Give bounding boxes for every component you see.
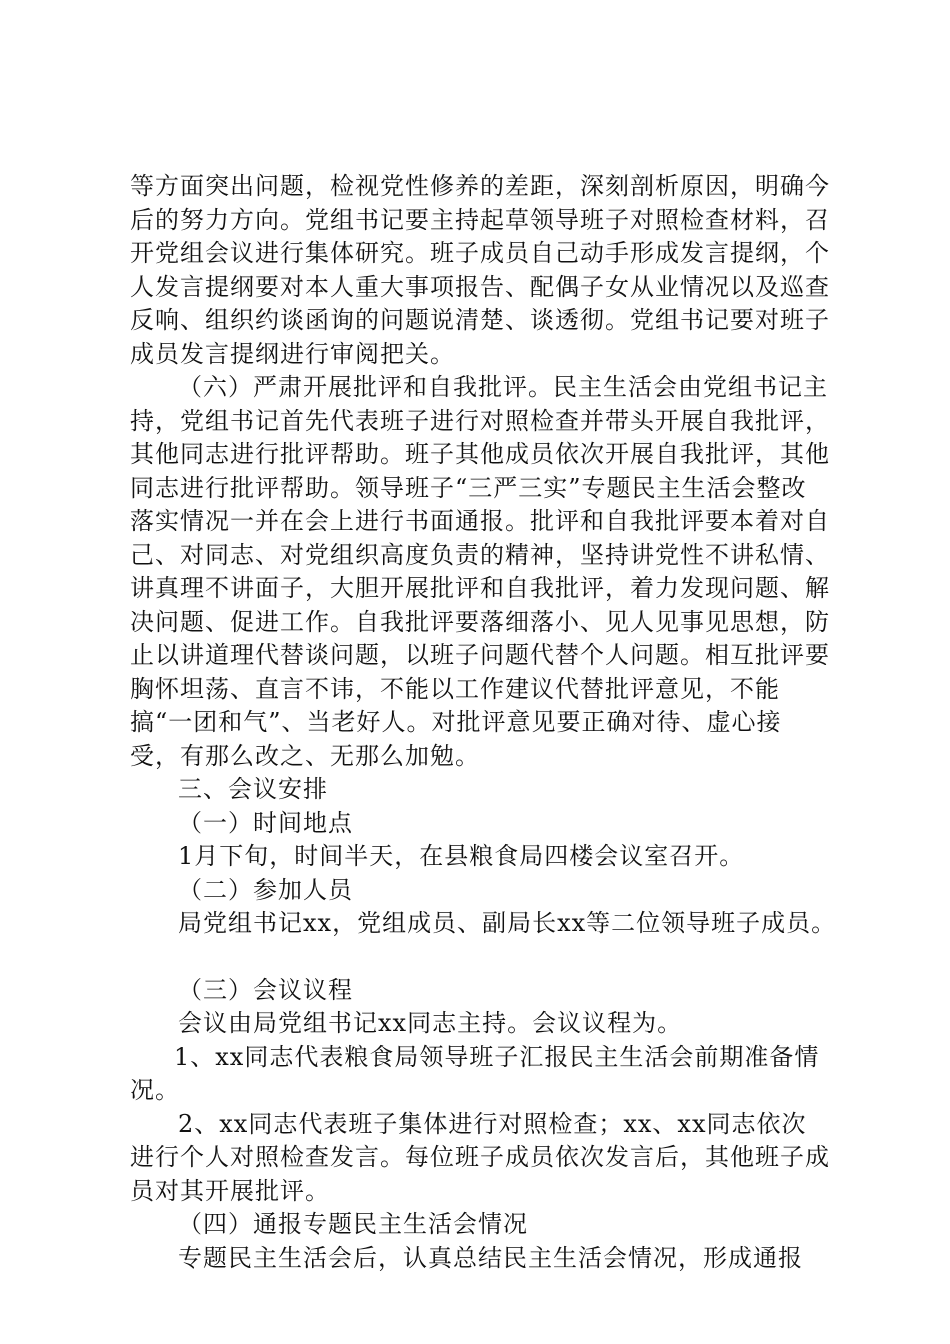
section-heading-meeting-arrangement: 三、会议安排	[178, 775, 328, 803]
subheading-time-place: （一）时间地点	[178, 808, 353, 837]
subheading-attendees: （二）参加人员	[178, 875, 353, 904]
document-body	[130, 170, 837, 1275]
paragraph-continued: 等方面突出问题，检视党性修养的差距，深刻剖析原因，明确今后的努力方向。党组书记要主持起草领导班子对照检查材料，召开党组会议进行集体研究。班子成员自己动手形成发言提纲，个人发言提纲要对本人重大事项报告、配偶子女从业情况以及巡查反响、组织约谈函询的问题说清楚、谈透彻。党组书记要对班子成员发言提纲进行审阅把关。	[130, 172, 830, 368]
agenda-item-2: 2、xx同志代表班子集体进行对照检查；xx、xx同志依次进行个人对照检查发言。每位班子成员依次发言后，其他班子成员对其开展批评。	[130, 1109, 830, 1205]
subheading-report: （四）通报专题民主生活会情况	[178, 1210, 528, 1238]
blank-line	[130, 941, 830, 974]
paragraph-agenda-intro: 会议由局党组书记xx同志主持。会议议程为。	[178, 1009, 683, 1037]
paragraph-attendees: 局党组书记xx，党组成员、副局长xx等二位领导班子成员。	[178, 909, 837, 937]
paragraph-report: 专题民主生活会后，认真总结民主生活会情况，形成通报	[178, 1243, 803, 1272]
paragraph-time-place: 1月下旬，时间半天，在县粮食局四楼会议室召开。	[178, 842, 745, 870]
subheading-agenda: （三）会议议程	[178, 975, 353, 1004]
paragraph-criticism: （六）严肃开展批评和自我批评。民主生活会由党组书记主持，党组书记首先代表班子进行对照检查并带头开展自我批评，其他同志进行批评帮助。班子其他成员依次开展自我批评，其他同志进行批评帮助。领导班子“三严三实”专题民主生活会整改落实情况一并在会上进行书面通报。批评和自我批评要本着对自己、对同志、对党组织高度负责的精神，坚持讲党性不讲私情、讲真理不讲面子，大胆开展批评和自我批评，着力发现问题、解决问题、促进工作。自我批评要落细落小、见人见事见思想，防止以讲道理代替谈问题，以班子问题代替个人问题。相互批评要胸怀坦荡、直言不讳，不能以工作建议代替批评意见，不能搞“一团和气”、当老好人。对批评意见要正确对待、虚心接受，有那么改之、无那么加勉。	[130, 373, 830, 770]
agenda-item-1: 1、xx同志代表粮食局领导班子汇报民主生活会前期准备情况。	[130, 1042, 820, 1104]
